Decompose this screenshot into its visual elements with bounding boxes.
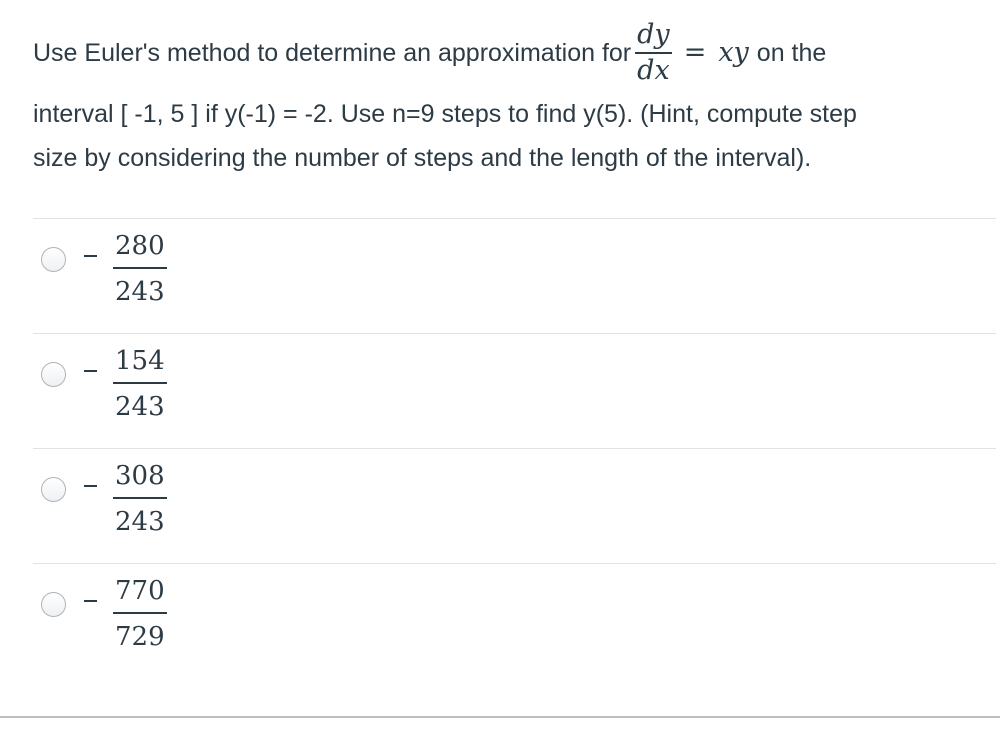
negative-sign <box>84 485 97 487</box>
negative-sign <box>84 370 97 372</box>
answer-denominator: 243 <box>115 507 165 537</box>
answer-denominator: 243 <box>115 277 165 307</box>
question-text <box>33 16 983 180</box>
rhs-expression: xy <box>718 37 749 68</box>
radio-button[interactable] <box>41 362 66 387</box>
answer-numerator: 280 <box>113 229 167 269</box>
answer-numerator: 770 <box>113 574 167 614</box>
answer-fraction <box>113 344 167 424</box>
answer-option-4[interactable] <box>33 564 996 678</box>
answer-option-1[interactable] <box>33 219 996 334</box>
answer-denominator: 729 <box>115 622 165 652</box>
question-line-2: interval [ -1, 5 ] if y(-1) = -2. Use n=9 steps to find y(5). (Hint, compute step <box>33 100 857 128</box>
answer-option-3[interactable] <box>33 449 996 564</box>
radio-button[interactable] <box>41 592 66 617</box>
answer-denominator: 243 <box>115 392 165 422</box>
bottom-divider <box>0 716 1000 718</box>
question-text-before: Use Euler's method to determine an approximation for <box>33 39 632 67</box>
derivative-denominator: dx <box>637 55 670 86</box>
answer-option-2[interactable] <box>33 334 996 449</box>
question-line-1 <box>33 16 983 90</box>
answer-fraction <box>113 574 167 654</box>
radio-button[interactable] <box>41 247 66 272</box>
negative-sign <box>84 255 97 257</box>
answer-fraction <box>113 459 167 539</box>
answer-fraction <box>113 229 167 309</box>
equals-sign: = <box>683 37 707 68</box>
answer-numerator: 154 <box>113 344 167 384</box>
question-text-after: on the <box>756 39 827 67</box>
equation-rhs <box>684 31 749 75</box>
answer-list <box>33 218 996 678</box>
derivative-numerator: dy <box>635 20 672 54</box>
answer-numerator: 308 <box>113 459 167 499</box>
question-line-3: size by considering the number of steps and the length of the interval). <box>33 144 812 172</box>
negative-sign <box>84 600 97 602</box>
derivative-fraction <box>635 20 672 86</box>
radio-button[interactable] <box>41 477 66 502</box>
